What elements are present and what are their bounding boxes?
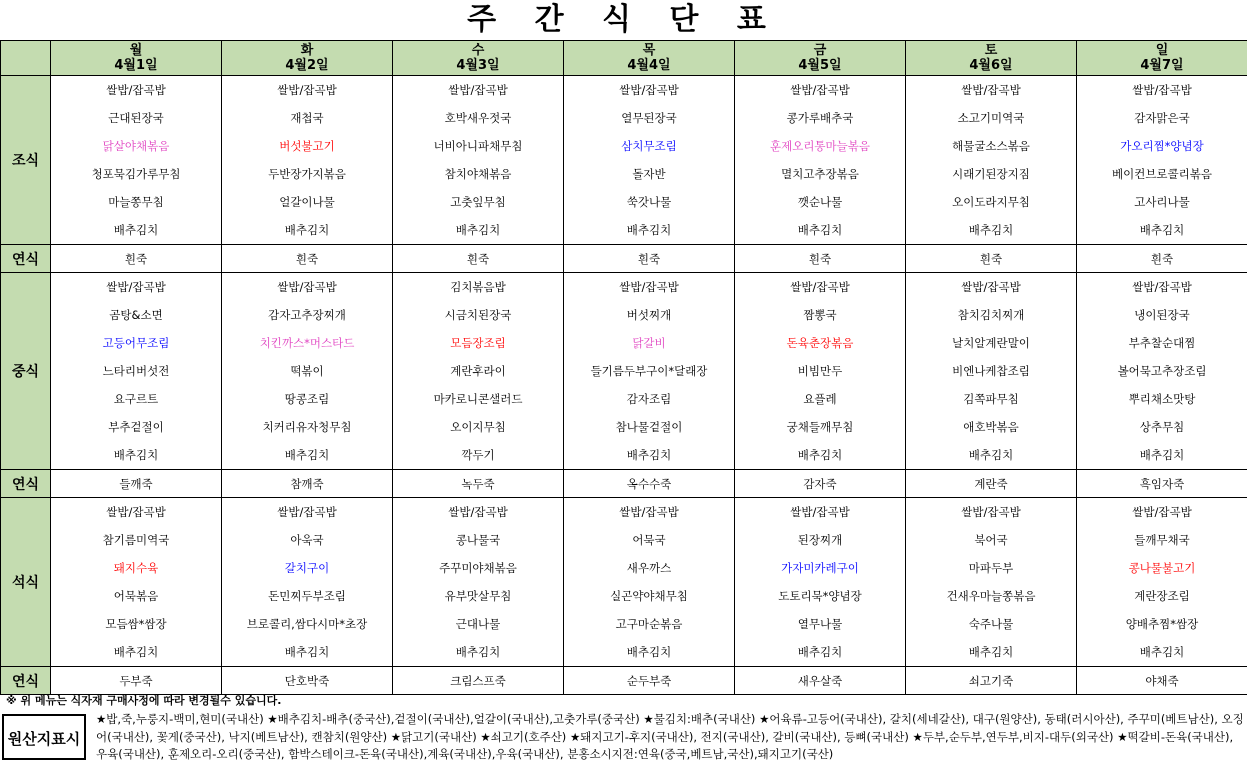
snack-item: 흰죽 <box>1077 245 1247 273</box>
menu-item: 버섯불고기 <box>279 139 335 153</box>
snack-item: 야채죽 <box>1077 667 1247 695</box>
menu-item: 시래기된장지짐 <box>952 167 1030 181</box>
menu-item: 닭갈비 <box>632 336 666 350</box>
snack-label: 연식 <box>1 245 51 273</box>
menu-item: 훈제오리통마늘볶음 <box>770 139 870 153</box>
menu-item: 배추김치 <box>284 645 330 659</box>
menu-item: 브로콜리,쌈다시마*초장 <box>246 617 368 631</box>
menu-item: 요플레 <box>803 392 837 406</box>
menu-item: 고구마순볶음 <box>615 617 683 631</box>
menu-item: 뿌리채소맛탕 <box>1128 392 1196 406</box>
menu-item: 어묵국 <box>632 533 666 547</box>
day-name: 목 <box>642 43 656 58</box>
day-menu-cell <box>1077 498 1247 667</box>
snack-item: 들깨죽 <box>51 470 222 498</box>
menu-item: 깍두기 <box>461 448 495 462</box>
menu-item: 쌀밥/잡곡밥 <box>961 505 1021 519</box>
day-header-fri <box>735 41 906 76</box>
menu-item: 도토리묵*양념장 <box>778 589 862 603</box>
day-menu-cell <box>222 76 393 245</box>
day-header-thu <box>564 41 735 76</box>
meal-label: 중식 <box>1 273 51 470</box>
menu-item: 유부맛살무침 <box>444 589 512 603</box>
day-menu-cell <box>1077 76 1247 245</box>
snack-item: 쇠고기죽 <box>906 667 1077 695</box>
menu-item: 쌀밥/잡곡밥 <box>619 83 679 97</box>
day-date: 4월7일 <box>1140 58 1184 73</box>
menu-item: 쌀밥/잡곡밥 <box>277 280 337 294</box>
menu-item: 쌀밥/잡곡밥 <box>448 505 508 519</box>
menu-item: 쌀밥/잡곡밥 <box>1132 505 1192 519</box>
day-menu-cell <box>735 273 906 470</box>
snack-item: 감자죽 <box>735 470 906 498</box>
menu-item: 감자고추장찌개 <box>268 308 346 322</box>
weekly-menu-table <box>0 40 1247 695</box>
day-menu-cell <box>222 273 393 470</box>
meal-row <box>1 76 1247 245</box>
menu-item: 배추김치 <box>626 645 672 659</box>
meal-row <box>1 273 1247 470</box>
day-menu-cell <box>393 76 564 245</box>
menu-item: 비엔나케찹조림 <box>952 364 1030 378</box>
menu-item: 배추김치 <box>113 223 159 237</box>
menu-item: 재첩국 <box>290 111 324 125</box>
menu-item: 참나물겉절이 <box>615 420 683 434</box>
menu-item: 배추김치 <box>1139 645 1185 659</box>
menu-item: 실곤약야채무침 <box>610 589 688 603</box>
menu-item: 냉이된장국 <box>1134 308 1190 322</box>
menu-item: 새우까스 <box>626 561 672 575</box>
menu-item: 배추김치 <box>626 448 672 462</box>
menu-item: 상추무침 <box>1139 420 1185 434</box>
day-menu-cell <box>1077 273 1247 470</box>
snack-item: 흰죽 <box>222 245 393 273</box>
menu-item: 김치볶음밥 <box>450 280 506 294</box>
menu-item: 쌀밥/잡곡밥 <box>106 280 166 294</box>
menu-item: 치커리유자청무침 <box>262 420 352 434</box>
menu-body <box>1 76 1247 695</box>
menu-item: 배추김치 <box>1139 448 1185 462</box>
menu-item: 마카로니콘샐러드 <box>433 392 523 406</box>
day-menu-cell <box>393 273 564 470</box>
menu-item: 갈치구이 <box>284 561 330 575</box>
menu-item: 배추김치 <box>455 645 501 659</box>
menu-item: 삼치무조림 <box>621 139 677 153</box>
menu-item: 오이도라지무침 <box>952 195 1030 209</box>
menu-item: 쌀밥/잡곡밥 <box>961 83 1021 97</box>
snack-item: 흰죽 <box>393 245 564 273</box>
menu-item: 아욱국 <box>290 533 324 547</box>
day-header-sun <box>1077 41 1247 76</box>
snack-item: 새우살죽 <box>735 667 906 695</box>
menu-item: 양배추찜*쌈장 <box>1125 617 1199 631</box>
menu-item: 애호박볶음 <box>963 420 1019 434</box>
menu-item: 근대나물 <box>455 617 501 631</box>
day-menu-cell <box>393 498 564 667</box>
menu-item: 주꾸미야채볶음 <box>439 561 517 575</box>
snack-item: 단호박죽 <box>222 667 393 695</box>
menu-item: 된장찌개 <box>797 533 843 547</box>
menu-item: 계란장조림 <box>1134 589 1190 603</box>
menu-item: 쌀밥/잡곡밥 <box>106 505 166 519</box>
snack-row <box>1 470 1247 498</box>
menu-item: 배추김치 <box>455 223 501 237</box>
menu-item: 들기름두부구이*달래장 <box>590 364 708 378</box>
day-name: 수 <box>471 43 485 58</box>
snack-row <box>1 667 1247 695</box>
day-menu-cell <box>564 273 735 470</box>
meal-label: 조식 <box>1 76 51 245</box>
menu-item: 해물굴소스볶음 <box>952 139 1030 153</box>
menu-item: 치킨까스*머스타드 <box>259 336 355 350</box>
menu-item: 쌀밥/잡곡밥 <box>619 505 679 519</box>
menu-item: 쌀밥/잡곡밥 <box>448 83 508 97</box>
menu-item: 쌀밥/잡곡밥 <box>106 83 166 97</box>
menu-change-notice: ※ 위 메뉴는 식자재 구매사정에 따라 변경될수 있습니다. <box>6 694 282 707</box>
snack-item: 흰죽 <box>564 245 735 273</box>
menu-item: 마파두부 <box>968 561 1014 575</box>
menu-item: 배추김치 <box>968 448 1014 462</box>
menu-item: 너비아니파채무침 <box>433 139 523 153</box>
menu-item: 돌자반 <box>632 167 666 181</box>
menu-item: 깻순나물 <box>797 195 843 209</box>
menu-item: 열무된장국 <box>621 111 677 125</box>
menu-item: 콩나물국 <box>455 533 501 547</box>
menu-item: 날치알계란말이 <box>952 336 1030 350</box>
menu-item: 오이지무침 <box>450 420 506 434</box>
menu-item: 부추겉절이 <box>108 420 164 434</box>
menu-item: 짬뽕국 <box>803 308 837 322</box>
snack-item: 계란죽 <box>906 470 1077 498</box>
day-date: 4월2일 <box>285 58 329 73</box>
menu-item: 소고기미역국 <box>957 111 1025 125</box>
menu-item: 궁채들깨무침 <box>786 420 854 434</box>
day-menu-cell <box>51 498 222 667</box>
snack-item: 두부죽 <box>51 667 222 695</box>
menu-item: 두반장가지볶음 <box>268 167 346 181</box>
menu-item: 배추김치 <box>968 645 1014 659</box>
day-name: 화 <box>300 43 314 58</box>
menu-item: 멸치고추장볶음 <box>781 167 859 181</box>
menu-item: 호박새우젓국 <box>444 111 512 125</box>
menu-item: 쌀밥/잡곡밥 <box>961 280 1021 294</box>
menu-item: 고춧잎무침 <box>450 195 506 209</box>
menu-item: 얼갈이나물 <box>279 195 335 209</box>
menu-item: 건새우마늘쫑볶음 <box>946 589 1036 603</box>
menu-item: 쌀밥/잡곡밥 <box>1132 83 1192 97</box>
menu-item: 시금치된장국 <box>444 308 512 322</box>
menu-item: 배추김치 <box>284 223 330 237</box>
menu-item: 비빔만두 <box>797 364 843 378</box>
snack-item: 옥수수죽 <box>564 470 735 498</box>
menu-item: 배추김치 <box>797 223 843 237</box>
day-name: 금 <box>813 43 827 58</box>
day-menu-cell <box>735 76 906 245</box>
menu-item: 돈민찌두부조림 <box>268 589 346 603</box>
snack-label: 연식 <box>1 470 51 498</box>
day-header-row <box>1 41 1247 76</box>
day-date: 4월5일 <box>798 58 842 73</box>
menu-item: 쌀밥/잡곡밥 <box>790 505 850 519</box>
day-name: 일 <box>1155 43 1169 58</box>
menu-item: 감자맑은국 <box>1134 111 1190 125</box>
menu-item: 김쪽파무침 <box>963 392 1019 406</box>
menu-item: 고사리나물 <box>1134 195 1190 209</box>
menu-item: 쌀밥/잡곡밥 <box>1132 280 1192 294</box>
menu-item: 쌀밥/잡곡밥 <box>277 505 337 519</box>
menu-item: 쌀밥/잡곡밥 <box>277 83 337 97</box>
menu-item: 감자조림 <box>626 392 672 406</box>
menu-item: 어묵볶음 <box>113 589 159 603</box>
day-date: 4월1일 <box>114 58 158 73</box>
day-header-mon <box>51 41 222 76</box>
day-menu-cell <box>222 498 393 667</box>
snack-label: 연식 <box>1 667 51 695</box>
day-date: 4월6일 <box>969 58 1013 73</box>
day-header-tue <box>222 41 393 76</box>
snack-item: 참깨죽 <box>222 470 393 498</box>
snack-item: 흰죽 <box>906 245 1077 273</box>
menu-item: 돈육춘장볶음 <box>786 336 854 350</box>
day-menu-cell <box>735 498 906 667</box>
page-title: 주 간 식 단 표 <box>467 2 780 37</box>
menu-item: 콩가루배추국 <box>786 111 854 125</box>
menu-item: 버섯찌개 <box>626 308 672 322</box>
menu-item: 모듬장조림 <box>450 336 506 350</box>
menu-item: 가자미카레구이 <box>781 561 859 575</box>
menu-item: 마늘쫑무침 <box>108 195 164 209</box>
day-header-wed <box>393 41 564 76</box>
menu-item: 북어국 <box>974 533 1008 547</box>
origin-label-box: 원산지표시 <box>2 714 86 760</box>
menu-item: 배추김치 <box>113 645 159 659</box>
day-header-sat <box>906 41 1077 76</box>
menu-item: 고등어무조림 <box>102 336 170 350</box>
menu-item: 떡볶이 <box>290 364 324 378</box>
day-menu-cell <box>906 76 1077 245</box>
menu-item: 배추김치 <box>113 448 159 462</box>
menu-item: 부추찰순대찜 <box>1128 336 1196 350</box>
menu-item: 참치야채볶음 <box>444 167 512 181</box>
header-corner <box>1 41 51 76</box>
menu-item: 열무나물 <box>797 617 843 631</box>
day-menu-cell <box>906 498 1077 667</box>
menu-item: 곰탕&소면 <box>109 308 163 322</box>
day-menu-cell <box>906 273 1077 470</box>
snack-item: 흰죽 <box>735 245 906 273</box>
menu-item: 베이컨브로콜리볶음 <box>1112 167 1212 181</box>
meal-row <box>1 498 1247 667</box>
menu-item: 돼지수육 <box>113 561 159 575</box>
day-date: 4월4일 <box>627 58 671 73</box>
snack-item: 크림스프죽 <box>393 667 564 695</box>
menu-item: 참기름미역국 <box>102 533 170 547</box>
day-menu-cell <box>564 76 735 245</box>
day-menu-cell <box>51 273 222 470</box>
menu-item: 배추김치 <box>797 645 843 659</box>
menu-item: 모듬쌈*쌈장 <box>105 617 167 631</box>
snack-row <box>1 245 1247 273</box>
snack-item: 흑임자죽 <box>1077 470 1247 498</box>
menu-item: 들깨무채국 <box>1134 533 1190 547</box>
menu-item: 쑥갓나물 <box>626 195 672 209</box>
menu-item: 가오리찜*양념장 <box>1120 139 1204 153</box>
menu-item: 계란후라이 <box>450 364 506 378</box>
meal-label: 석식 <box>1 498 51 667</box>
menu-item: 근대된장국 <box>108 111 164 125</box>
menu-item: 땅콩조림 <box>284 392 330 406</box>
menu-item: 볼어묵고추장조림 <box>1117 364 1207 378</box>
menu-item: 느타리버섯전 <box>102 364 170 378</box>
menu-item: 배추김치 <box>626 223 672 237</box>
day-date: 4월3일 <box>456 58 500 73</box>
menu-item: 참치김치찌개 <box>957 308 1025 322</box>
menu-item: 배추김치 <box>797 448 843 462</box>
menu-item: 쌀밥/잡곡밥 <box>790 280 850 294</box>
origin-info-text: ★밥,죽,누룽지-백미,현미(국내산) ★배추김치-배추(중국산),겉절이(국내산),얼갈이(국내산),고춧가루(중국산) ★물김치:배추(국내산) ★어육류-고등어(국내산), 갈치(세네갈산), 대구(원양산), 동태(러시아산), 주꾸미(베트남산), 오징어(국내산), 꽃게(중국산), 낙지(베트남산), 캔참치(원양산) ★닭고기(국내산) ★쇠고기(호주산) ★돼지고기-후지(국내산), 전지(국내산), 갈비(국내산), 등뼈(국내산) ★두부,순두부,연두부,비지-대두(외국산) ★떡갈비-돈육(국내산),우육(국내산), 훈제오리-오리(중국산), 함박스테이크-돈육(국내산),계육(국내산),우육(국내산), 분홍소시지전:연육(중국,베트남,국산),돼지고기(국산) <box>96 712 1244 761</box>
menu-item: 쌀밥/잡곡밥 <box>790 83 850 97</box>
snack-item: 순두부죽 <box>564 667 735 695</box>
menu-item: 청포묵김가루무침 <box>91 167 181 181</box>
day-menu-cell <box>51 76 222 245</box>
menu-item: 닭살야채볶음 <box>102 139 170 153</box>
menu-item: 배추김치 <box>284 448 330 462</box>
snack-item: 녹두죽 <box>393 470 564 498</box>
menu-item: 콩나물불고기 <box>1128 561 1196 575</box>
menu-item: 쌀밥/잡곡밥 <box>619 280 679 294</box>
menu-item: 배추김치 <box>968 223 1014 237</box>
day-menu-cell <box>564 498 735 667</box>
menu-item: 요구르트 <box>113 392 159 406</box>
day-name: 월 <box>129 43 143 58</box>
day-name: 토 <box>984 43 998 58</box>
menu-item: 배추김치 <box>1139 223 1185 237</box>
snack-item: 흰죽 <box>51 245 222 273</box>
menu-item: 숙주나물 <box>968 617 1014 631</box>
